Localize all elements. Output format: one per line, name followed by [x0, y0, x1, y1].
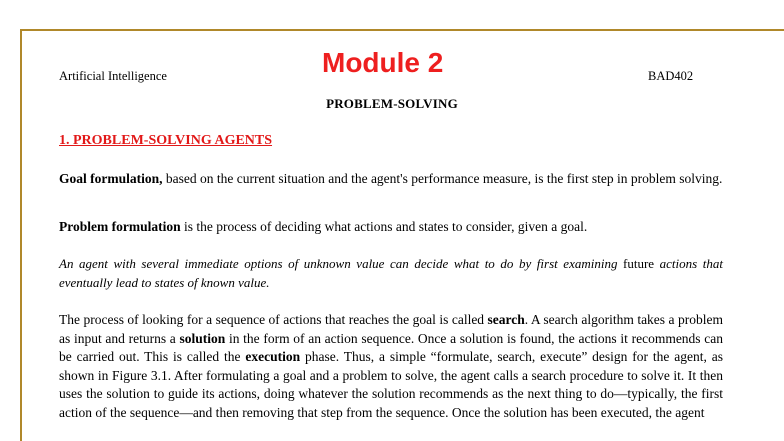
course-code: BAD402	[648, 69, 694, 83]
agent-options-normal: future	[617, 256, 660, 271]
section-heading	[59, 133, 272, 149]
goal-formulation-text: based on the current situation and the agent's performance measure, is the first step in problem solving.	[162, 171, 723, 186]
chapter-title: PROBLEM-SOLVING	[326, 96, 458, 111]
module-title: Module 2	[322, 47, 444, 78]
agent-options-italic-2: actions that eventually lead to states of known value.	[59, 256, 724, 290]
paragraph-problem-formulation	[59, 217, 723, 236]
search-text-2: . A search algorithm takes a problem as input and returns a	[59, 312, 723, 346]
section-title: PROBLEM-SOLVING AGENTS	[73, 133, 273, 148]
problem-formulation-text: is the process of deciding what actions and states to consider, given a goal.	[180, 219, 588, 234]
term-goal-formulation: Goal formulation,	[59, 171, 163, 186]
term-solution: solution	[179, 330, 226, 346]
search-text-1: The process of looking for a sequence of actions that reaches the goal is called	[59, 312, 488, 327]
section-number: 1.	[59, 133, 70, 148]
paragraph-goal-formulation	[59, 169, 723, 188]
search-text-4: phase. Thus, a simple “formulate, search, execute” design for the agent, as shown in Figure 3.1. After formulating a goal and a problem to solve, the agent calls a search procedure to solve it. It then uses the solution to guide its actions, doing whatever the solution recommends as the next thing to do—typically, the first action of the sequence—and then removing that step from the sequence. Once the solution has been executed, the agent	[59, 349, 723, 420]
agent-options-italic-1: An agent with several immediate options of unknown value can decide what to do by first examining	[59, 256, 618, 271]
course-name: Artificial Intelligence	[59, 69, 167, 83]
paragraph-search-process	[59, 311, 723, 423]
search-text-3: in the form of an action sequence. Once a solution is found, the actions it recommends can be carried out. This is called the	[59, 330, 723, 365]
term-problem-formulation: Problem formulation	[59, 219, 181, 234]
term-execution: execution	[245, 349, 301, 365]
paragraph-agent-options	[59, 254, 723, 292]
term-search: search	[487, 312, 525, 327]
